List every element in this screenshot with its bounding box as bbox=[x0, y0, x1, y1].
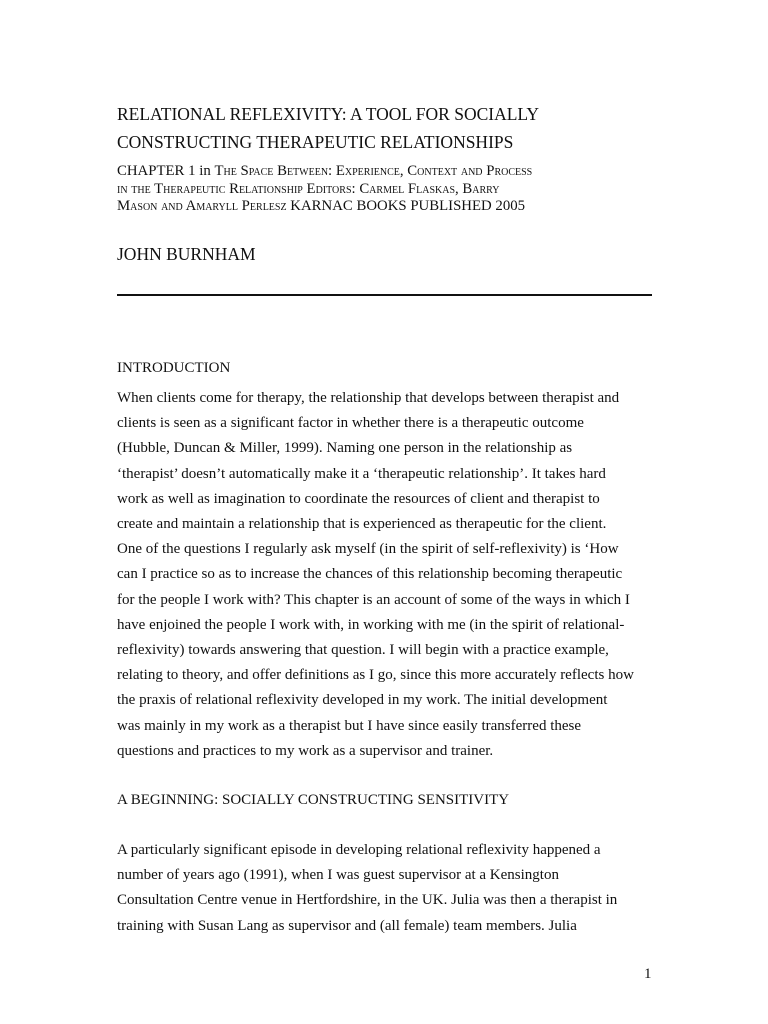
horizontal-rule bbox=[117, 294, 652, 296]
paragraph-line: One of the questions I regularly ask myself (in the spirit of self-reflexivity) is ‘How bbox=[117, 541, 619, 558]
publisher-info: KARNAC BOOKS PUBLISHED 2005 bbox=[286, 198, 526, 214]
paragraph-line: number of years ago (1991), when I was guest supervisor at a Kensington bbox=[117, 867, 559, 884]
paragraph-line: have enjoined the people I work with, in working with me (in the spirit of relational- bbox=[117, 616, 625, 633]
paragraph-line: can I practice so as to increase the chances of this relationship becoming therapeutic bbox=[117, 566, 623, 583]
paragraph-line: create and maintain a relationship that is experienced as therapeutic for the client. bbox=[117, 516, 607, 533]
book-title-line: The Space Between: Experience, Context and Process bbox=[214, 163, 533, 179]
title-line: RELATIONAL REFLEXIVITY: A TOOL FOR SOCIALLY bbox=[117, 104, 539, 124]
paragraph-line: When clients come for therapy, the relationship that develops between therapist and bbox=[117, 390, 620, 406]
paragraph-line: Consultation Centre venue in Hertfordshire, in the UK. Julia was then a therapist in bbox=[117, 892, 618, 909]
book-title-line: Mason and Amaryll Perlesz bbox=[117, 198, 287, 214]
page-number: 1 bbox=[644, 966, 652, 982]
section-heading: A BEGINNING: SOCIALLY CONSTRUCTING SENSITIVITY bbox=[117, 792, 510, 808]
paragraph-line: (Hubble, Duncan & Miller, 1999). Naming one person in the relationship as bbox=[117, 440, 573, 457]
paragraph-line: work as well as imagination to coordinate the resources of client and therapist to bbox=[117, 490, 600, 507]
paragraph-line: the praxis of relational reflexivity developed in my work. The initial development bbox=[117, 692, 608, 709]
title-line: CONSTRUCTING THERAPEUTIC RELATIONSHIPS bbox=[117, 132, 514, 152]
paragraph-line: clients is seen as a significant factor in whether there is a therapeutic outcome bbox=[117, 415, 584, 432]
paragraph-line: was mainly in my work as a therapist but I have since easily transferred these bbox=[117, 717, 582, 734]
book-title-line: in the Therapeutic Relationship Editors: Carmel Flaskas, Barry bbox=[117, 180, 500, 197]
paragraph-line: relating to theory, and offer definitions as I go, since this more accurately reflects how bbox=[117, 667, 634, 684]
section-paragraph bbox=[117, 838, 657, 939]
document-title bbox=[117, 100, 657, 156]
paragraph-line: ‘therapist’ doesn’t automatically make it a ‘therapeutic relationship’. It takes hard bbox=[117, 465, 606, 482]
paragraph-line: training with Susan Lang as supervisor and (all female) team members. Julia bbox=[117, 917, 577, 934]
section-heading: INTRODUCTION bbox=[117, 360, 231, 376]
section-paragraph bbox=[117, 386, 657, 764]
chapter-citation bbox=[117, 163, 657, 216]
paragraph-line: for the people I work with? This chapter is an account of some of the ways in which I bbox=[117, 591, 630, 608]
author-name: JOHN BURNHAM bbox=[117, 244, 256, 264]
paragraph-line: reflexivity) towards answering that question. I will begin with a practice example, bbox=[117, 642, 609, 659]
paragraph-line: A particularly significant episode in developing relational reflexivity happened a bbox=[117, 842, 601, 858]
paragraph-line: questions and practices to my work as a supervisor and trainer. bbox=[117, 742, 494, 759]
chapter-prefix: CHAPTER 1 in bbox=[117, 163, 215, 179]
